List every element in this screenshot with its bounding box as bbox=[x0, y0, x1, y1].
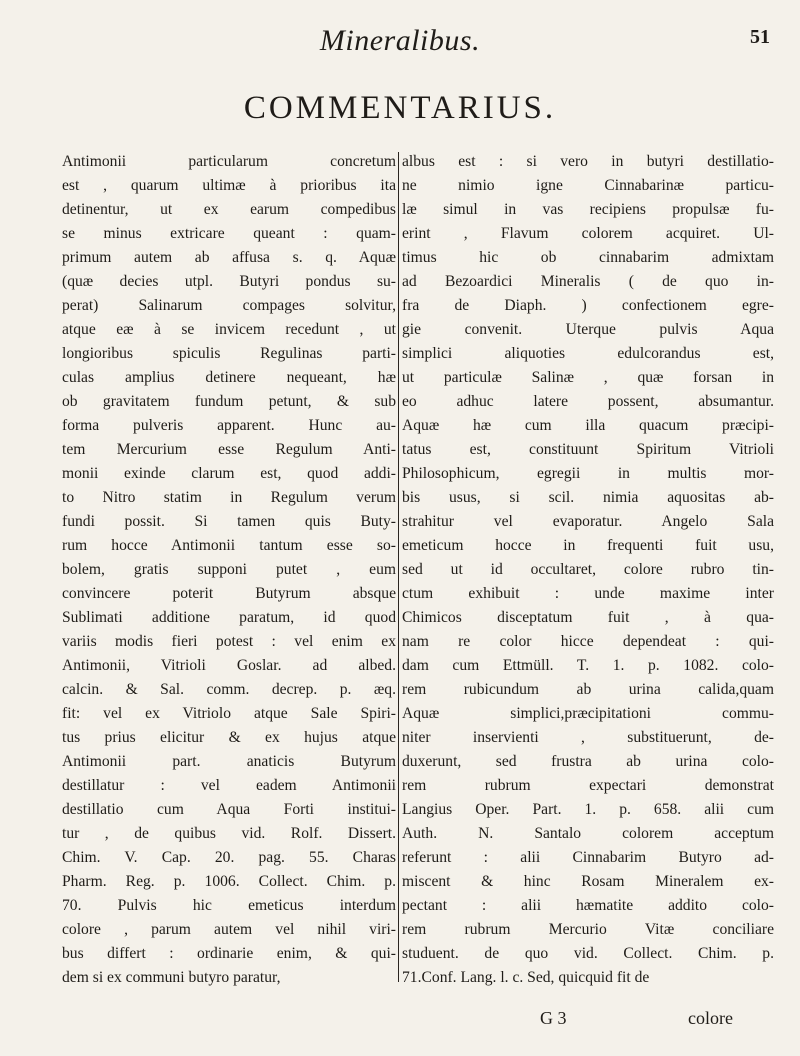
text-line: perat) Salinarum compages solvitur, bbox=[62, 297, 396, 314]
left-column bbox=[62, 150, 396, 990]
text-line: rem rubicundum ab urina calida,quam bbox=[402, 681, 774, 698]
text-line: dem si ex communi butyro paratur, bbox=[62, 969, 281, 986]
text-line: convincere poterit Butyrum absque bbox=[62, 585, 396, 602]
text-line: erint , Flavum colorem acquiret. Ul- bbox=[402, 225, 774, 242]
text-line: atque eæ à se invicem recedunt , ut bbox=[62, 321, 396, 338]
text-line: Auth. N. Santalo colorem acceptum bbox=[402, 825, 774, 842]
right-column bbox=[402, 150, 774, 990]
text-line: monii exinde clarum est, quod addi- bbox=[62, 465, 396, 482]
catchword: colore bbox=[688, 1008, 733, 1028]
text-line: culas amplius detinere nequeant, hæ bbox=[62, 369, 396, 386]
text-line: bolem, gratis supponi putet , eum bbox=[62, 561, 396, 578]
text-line: miscent & hinc Rosam Mineralem ex- bbox=[402, 873, 774, 890]
text-line: Antimonii part. anaticis Butyrum bbox=[62, 753, 396, 770]
text-line: Philosophicum, egregii in multis mor- bbox=[402, 465, 774, 482]
text-line: destillatio cum Aqua Forti institui- bbox=[62, 801, 396, 818]
text-line: Sublimati additione paratum, id quod bbox=[62, 609, 396, 626]
running-title: Mineralibus. bbox=[319, 24, 481, 57]
text-line: ut particulæ Salinæ , quæ forsan in bbox=[402, 369, 774, 386]
text-line: se minus extricare queant : quam- bbox=[62, 225, 396, 242]
text-line: calcin. & Sal. comm. decrep. p. æq. bbox=[62, 681, 396, 698]
text-line: ctum exhibuit : unde maxime inter bbox=[402, 585, 774, 602]
text-line: destillatur : vel eadem Antimonii bbox=[62, 777, 396, 794]
text-line: nam re color hicce dependeat : qui- bbox=[402, 633, 774, 650]
text-line: tem Mercurium esse Regulum Anti- bbox=[62, 441, 396, 458]
text-line: emeticum hocce in frequenti fuit usu, bbox=[402, 537, 774, 554]
text-line: colore , parum autem vel nihil viri- bbox=[62, 921, 396, 938]
text-line: dam cum Ettmüll. T. 1. p. 1082. colo- bbox=[402, 657, 774, 674]
text-line: to Nitro statim in Regulum verum bbox=[62, 489, 396, 506]
section-title: COMMENTARIUS. bbox=[243, 90, 557, 126]
text-line: est , quarum ultimæ à prioribus ita bbox=[62, 177, 396, 194]
text-line: Chim. V. Cap. 20. pag. 55. Charas bbox=[62, 849, 396, 866]
text-line: læ simul in vas recipiens propulsæ fu- bbox=[402, 201, 774, 218]
text-line: Antimonii, Vitrioli Goslar. ad albed. bbox=[62, 657, 396, 674]
column-divider bbox=[398, 152, 399, 982]
text-line: bis usus, si scil. nimia aquositas ab- bbox=[402, 489, 774, 506]
text-line: tatus est, constituunt Spiritum Vitrioli bbox=[402, 441, 774, 458]
text-line: fundi possit. Si tamen quis Buty- bbox=[62, 513, 396, 530]
text-line: bus differt : ordinarie enim, & qui- bbox=[62, 945, 396, 962]
text-line: forma pulveris apparent. Hunc au- bbox=[62, 417, 396, 434]
text-line: primum autem ab affusa s. q. Aquæ bbox=[62, 249, 396, 266]
text-line: variis modis fieri potest : vel enim ex bbox=[62, 633, 396, 650]
running-head bbox=[0, 20, 800, 64]
text-line: rem rubrum Mercurio Vitæ conciliare bbox=[402, 921, 774, 938]
text-line: duxerunt, sed frustra ab urina colo- bbox=[402, 753, 774, 770]
page-number: 51 bbox=[750, 26, 770, 48]
text-line: studuent. de quo vid. Collect. Chim. p. bbox=[402, 945, 774, 962]
text-line: longioribus spiculis Regulinas parti- bbox=[62, 345, 396, 362]
text-line: 71.Conf. Lang. l. c. Sed, quicquid fit de bbox=[402, 969, 650, 986]
text-line: timus hic ob cinnabarim admixtam bbox=[402, 249, 774, 266]
text-line: ne nimio igne Cinnabarinæ particu- bbox=[402, 177, 774, 194]
text-line: albus est : si vero in butyri destillatio- bbox=[402, 153, 774, 170]
text-line: simplici aliquoties edulcorandus est, bbox=[402, 345, 774, 362]
text-line: Aquæ simplici,præcipitationi commu- bbox=[402, 705, 774, 722]
text-line: Pharm. Reg. p. 1006. Collect. Chim. p. bbox=[62, 873, 396, 890]
text-line: fra de Diaph. ) confectionem egre- bbox=[402, 297, 774, 314]
text-line: fit: vel ex Vitriolo atque Sale Spiri- bbox=[62, 705, 396, 722]
text-line: tus prius elicitur & ex hujus atque bbox=[62, 729, 396, 746]
signature-mark: G 3 bbox=[540, 1008, 567, 1028]
text-line: Chimicos disceptatum fuit , à qua- bbox=[402, 609, 774, 626]
text-line: gie convenit. Uterque pulvis Aqua bbox=[402, 321, 774, 338]
text-line: (quæ decies utpl. Butyri pondus su- bbox=[62, 273, 396, 290]
text-line: pectant : alii hæmatite addito colo- bbox=[402, 897, 774, 914]
text-line: referunt : alii Cinnabarim Butyro ad- bbox=[402, 849, 774, 866]
text-line: rum hocce Antimonii tantum esse so- bbox=[62, 537, 396, 554]
text-line: Antimonii particularum concretum bbox=[62, 153, 396, 170]
text-line: strahitur vel evaporatur. Angelo Sala bbox=[402, 513, 774, 530]
text-line: rem rubrum expectari demonstrat bbox=[402, 777, 774, 794]
text-line: tur , de quibus vid. Rolf. Dissert. bbox=[62, 825, 396, 842]
text-line: ad Bezoardici Mineralis ( de quo in- bbox=[402, 273, 774, 290]
text-line: sed ut id occultaret, colore rubro tin- bbox=[402, 561, 774, 578]
text-line: detinentur, ut ex earum compedibus bbox=[62, 201, 396, 218]
text-line: ob gravitatem fundum petunt, & sub bbox=[62, 393, 396, 410]
text-line: Aquæ hæ cum illa quacum præcipi- bbox=[402, 417, 774, 434]
text-line: eo adhuc latere possent, absumantur. bbox=[402, 393, 774, 410]
text-line: Langius Oper. Part. 1. p. 658. alii cum bbox=[402, 801, 774, 818]
text-line: 70. Pulvis hic emeticus interdum bbox=[62, 897, 396, 914]
page-footer bbox=[0, 1008, 800, 1036]
text-line: niter inservienti , substituerunt, de- bbox=[402, 729, 774, 746]
